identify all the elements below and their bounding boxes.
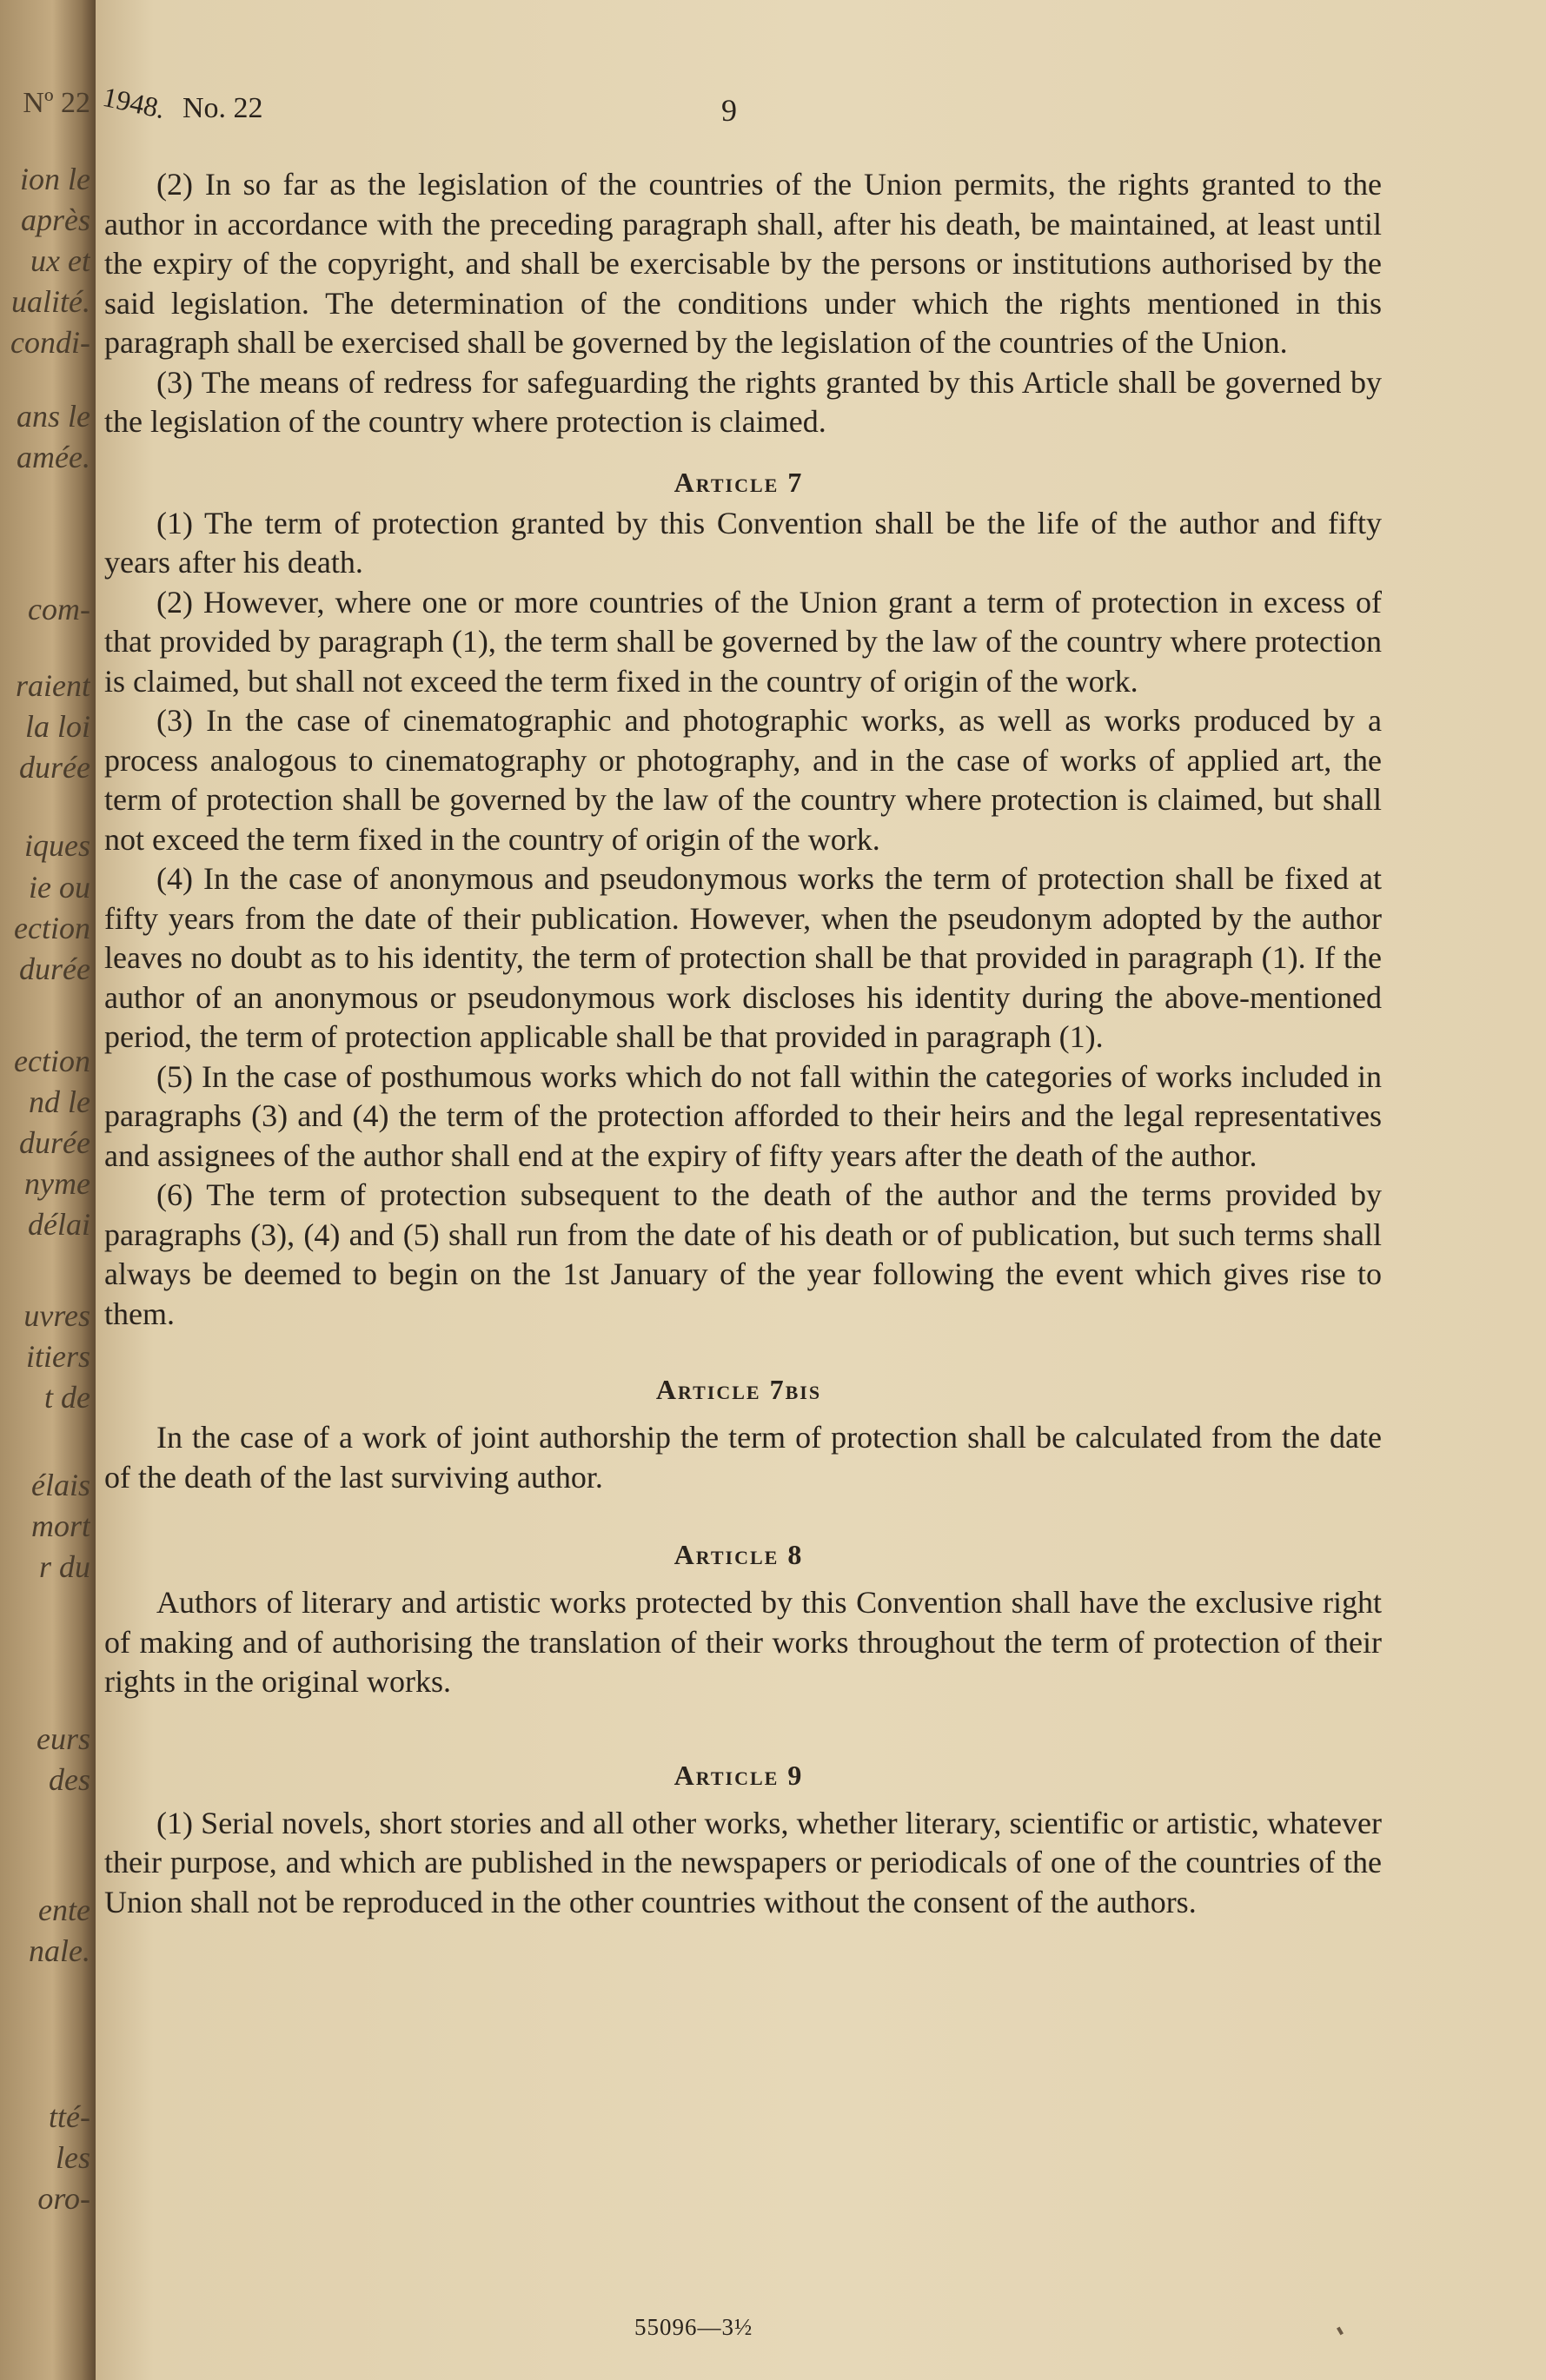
gutter-fragment: ection [14,911,90,945]
gutter-fragment: itiers [25,1339,90,1374]
gutter-fragment: ente [38,1893,90,1927]
document-page [96,0,1546,2380]
paragraph-9-1: (1) Serial novels, short stories and all other works, whether literary, scientific or artistic, whatever their purpose, and which are published in the newspapers or periodicals of one of the countries of the Union shall not be reproduced in the other countries without the consent of the authors. [104,1805,1382,1919]
gutter-fragment: élais [31,1468,90,1502]
gutter-fragment: r du [38,1549,90,1584]
gutter-fragment: mort [30,1508,90,1543]
gutter-fragment: Nº 22 [23,87,90,119]
page-number: 9 [721,93,737,128]
gutter-fragment: les [56,2140,90,2175]
gutter-fragment: nale. [29,1933,90,1968]
printer-code: 55096—3½ [634,2314,753,2340]
gutter-fragment: durée [19,951,90,986]
page-header [96,80,1546,139]
paragraph-6-2: (2) In so far as the legislation of the countries of the Union permits, the rights granted to the author in accordance with the preceding paragraph shall, after his death, be maintained, at least until the expiry of the copyright, and shall be exercisable by the persons or institutions authorised by the said legislation. The determination of the conditions under which the rights mentioned in this paragraph shall be exercised shall be governed by the legislation of the countries of the Union. [104,167,1382,360]
gutter-fragment: raient [16,668,90,703]
gutter-fragment: la loi [24,709,90,744]
header-year: 1948. [100,80,169,125]
gutter-fragment: amée. [17,440,90,474]
heading-article-9: Article 9 [673,1759,804,1791]
paragraph-7bis: In the case of a work of joint authorship the term of protection shall be calculated from the date of the death of the last surviving author. [104,1420,1382,1495]
page-body [96,165,1382,1922]
paragraph-7-3: (3) In the case of cinematographic and photographic works, as well as works produced by a process analogous to cinematography or photography, and in the case of works of applied art, the term of protection shall be governed by the law of the country where protection is claimed, but shall not exceed the term fixed in the country of origin of the work. [104,703,1382,857]
paragraph-7-2: (2) However, where one or more countries of the Union grant a term of protection in excess of that provided by paragraph (1), the term shall be governed by the law of the country where protection is claimed, but shall not exceed the term fixed in the country of origin of the work. [104,584,1382,699]
gutter-fragment: iques [24,828,90,863]
gutter-fragment: ion le [20,162,90,196]
paragraph-7-5: (5) In the case of posthumous works which do not fall within the categories of works included in paragraphs (3) and (4) the term of the protection afforded to their heirs and the legal representatives and assignees of the author shall end at the expiry of fifty years after the death of the author. [104,1058,1382,1173]
heading-article-8: Article 8 [673,1539,804,1570]
gutter-fragment: durée [19,750,90,785]
gutter-fragment: des [49,1762,90,1797]
gutter-fragment: tté- [49,2099,90,2134]
gutter-fragment: ux et [30,243,90,278]
gutter-fragment: condi- [10,325,90,360]
gutter-fragment: ie ou [29,870,90,905]
gutter-fragment: eurs [36,1721,90,1756]
header-document-number: No. 22 [182,92,263,124]
heading-article-7bis: Article 7bis [655,1374,822,1405]
binding-gutter [0,0,96,2380]
gutter-fragment: durée [19,1125,90,1160]
gutter-fragment: ection [14,1044,90,1078]
paragraph-6-3: (3) The means of redress for safeguarding the rights granted by this Article shall be governed by the legislation of the country where protection is claimed. [104,364,1382,439]
gutter-fragment: nyme [24,1166,90,1201]
gutter-fragment: ans le [17,399,90,434]
paragraph-7-6: (6) The term of protection subsequent to the death of the author and the terms provided by paragraphs (3), (4) and (5) shall run from the date of his death or of publication, but such terms shall always be deemed to begin on the 1st January of the year following the event which gives rise to them. [104,1177,1382,1331]
heading-article-7: Article 7 [673,466,804,498]
gutter-fragment: com- [28,592,90,626]
gutter-fragment: uvres [23,1298,90,1333]
paragraph-7-1: (1) The term of protection granted by this Convention shall be the life of the author and fifty years after his death. [104,505,1382,580]
gutter-fragment: t de [44,1380,90,1415]
paragraph-7-4: (4) In the case of anonymous and pseudonymous works the term of protection shall be fixed at fifty years from the date of their publication. However, when the pseudonym adopted by the author leaves no doubt as to his identity, the term of protection shall be that provided in paragraph (1). If the author of an anonymous or pseudonymous work discloses his identity during the above-mentioned period, the term of protection applicable shall be that provided in paragraph (1). [104,861,1382,1054]
gutter-fragment: oro- [37,2181,90,2216]
gutter-fragment: nd le [29,1084,90,1119]
gutter-fragment: délai [28,1207,90,1242]
print-speck [1337,2327,1344,2336]
paragraph-8: Authors of literary and artistic works protected by this Convention shall have the exclusive right of making and of authorising the translation of their works throughout the term of protection of their rights in the original works. [104,1585,1382,1699]
gutter-fragment: après [21,202,90,237]
gutter-fragment: ualité. [11,284,90,319]
